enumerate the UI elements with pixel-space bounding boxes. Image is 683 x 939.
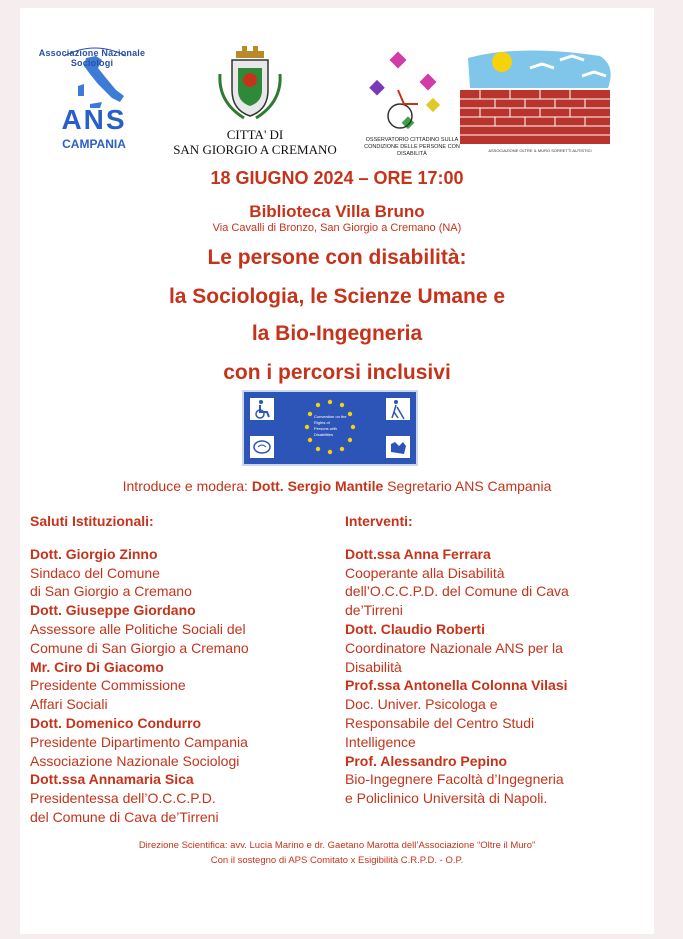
moderator-line [20, 478, 654, 494]
speaker-role-line: di San Giorgio a Cremano [30, 583, 192, 600]
speaker-role-line: dell’O.C.C.P.D. del Comune di Cava [345, 583, 569, 600]
event-venue: Biblioteca Villa Bruno [249, 202, 425, 221]
osservatorio-logo-icon [362, 38, 462, 138]
event-title-line-4: con i percorsi inclusivi [223, 361, 451, 384]
speaker-role-line: Presidentessa dell’O.C.C.P.D. [30, 790, 216, 807]
speaker-name: Prof.ssa Antonella Colonna Vilasi [345, 677, 568, 694]
speaker-role-line: Assessore alle Politiche Sociali del [30, 620, 246, 637]
interventi-heading: Interventi: [345, 513, 413, 529]
speaker-role-line: Associazione Nazionale Sociologi [30, 752, 240, 769]
crpd-badge [242, 390, 418, 466]
crpd-text-line: Persons with [314, 426, 337, 431]
speaker-role-line: Cooperante alla Disabilità [345, 564, 505, 581]
speaker-name: Dott.ssa Annamaria Sica [30, 771, 194, 788]
oltre-il-muro-text: ASSOCIAZIONE OLTRE IL MURO SORRETTI AUTISTICI [488, 148, 592, 153]
crpd-text-line: Disabilities [314, 432, 334, 437]
speaker-role-line: Disabilità [345, 658, 402, 675]
speaker-role-line: Bio-Ingegnere Facoltà d’Ingegneria [345, 771, 564, 788]
city-crest-icon [210, 44, 290, 124]
event-address: Via Cavalli di Bronzo, San Giorgio a Cremano (NA) [212, 222, 462, 234]
footer-direction: Direzione Scientifica: avv. Lucia Marino e dr. Gaetano Marotta dell’Associazione “Oltre il Muro” [138, 840, 536, 851]
event-title-line-3: la Bio-Ingegneria [251, 322, 423, 345]
moderator-name: Dott. Sergio Mantile [251, 478, 384, 494]
speaker-role-line: e Policlinico Università di Napoli. [345, 790, 548, 807]
speaker-name: Dott. Domenico Condurro [30, 714, 202, 731]
ans-region: CAMPANIA [62, 137, 126, 151]
speaker-role-line: Intelligence [345, 733, 416, 750]
blind-person-icon [386, 398, 410, 420]
moderator-role: Segretario ANS Campania [383, 478, 552, 494]
speaker-role-line: Responsabile del Centro Studi [345, 714, 535, 731]
event-date: 18 GIUGNO 2024 – ORE 17:00 [210, 168, 464, 188]
speaker-role-line: de’Tirreni [345, 602, 403, 619]
event-title-line-2: la Sociologia, le Scienze Umane e [168, 285, 506, 308]
speaker-role-line: Affari Sociali [30, 696, 108, 713]
event-title-line-1: Le persone con disabilità: [207, 246, 467, 269]
crpd-text [314, 414, 354, 438]
speaker-role-line: Doc. Univer. Psicologa e [345, 696, 498, 713]
city-name-line1: CITTA' DI [226, 127, 284, 142]
speaker-role-line: del Comune di Cava de’Tirreni [30, 808, 219, 825]
brain-icon [250, 436, 274, 458]
wheelchair-icon [250, 398, 274, 420]
crpd-text-line: Convention on the [314, 414, 347, 419]
interventi-column [345, 512, 645, 808]
logo-strip [20, 38, 654, 168]
speaker-role-line: Coordinatore Nazionale ANS per la [345, 639, 563, 656]
speaker-role-line: Presidente Dipartimento Campania [30, 733, 248, 750]
speaker-name: Mr. Ciro Di Giacomo [30, 658, 164, 675]
speaker-name: Dott.ssa Anna Ferrara [345, 545, 491, 562]
speaker-role-line: Sindaco del Comune [30, 564, 160, 581]
flyer-page [20, 8, 654, 934]
ans-arc-text: Associazione Nazionale Sociologi [38, 48, 146, 68]
saluti-heading: Saluti Istituzionali: [30, 513, 154, 529]
city-name-line2: SAN GIORGIO A CREMANO [173, 142, 337, 157]
crpd-text-line: Rights of [314, 420, 330, 425]
speaker-name: Dott. Giuseppe Giordano [30, 602, 196, 619]
speaker-role-line: Presidente Commissione [30, 677, 186, 694]
moderator-prefix: Introduce e modera: [122, 478, 252, 494]
speaker-role-line: Comune di San Giorgio a Cremano [30, 639, 249, 656]
ans-wordmark: ANS [61, 104, 127, 135]
ans-logo [20, 38, 170, 158]
speaker-name: Prof. Alessandro Pepino [345, 752, 508, 769]
oltre-il-muro-logo-icon [460, 38, 620, 148]
speaker-name: Dott. Giorgio Zinno [30, 545, 158, 562]
sign-language-icon [386, 436, 410, 458]
saluti-column [30, 512, 330, 827]
footer-support: Con il sostegno di APS Comitato x Esigibilità C.R.P.D. - O.P. [210, 855, 464, 866]
osservatorio-text: OSSERVATORIO CITTADINO SULLA CONDIZIONE DELLE PERSONE CON DISABILITÀ [364, 137, 460, 157]
speaker-name: Dott. Claudio Roberti [345, 620, 485, 637]
